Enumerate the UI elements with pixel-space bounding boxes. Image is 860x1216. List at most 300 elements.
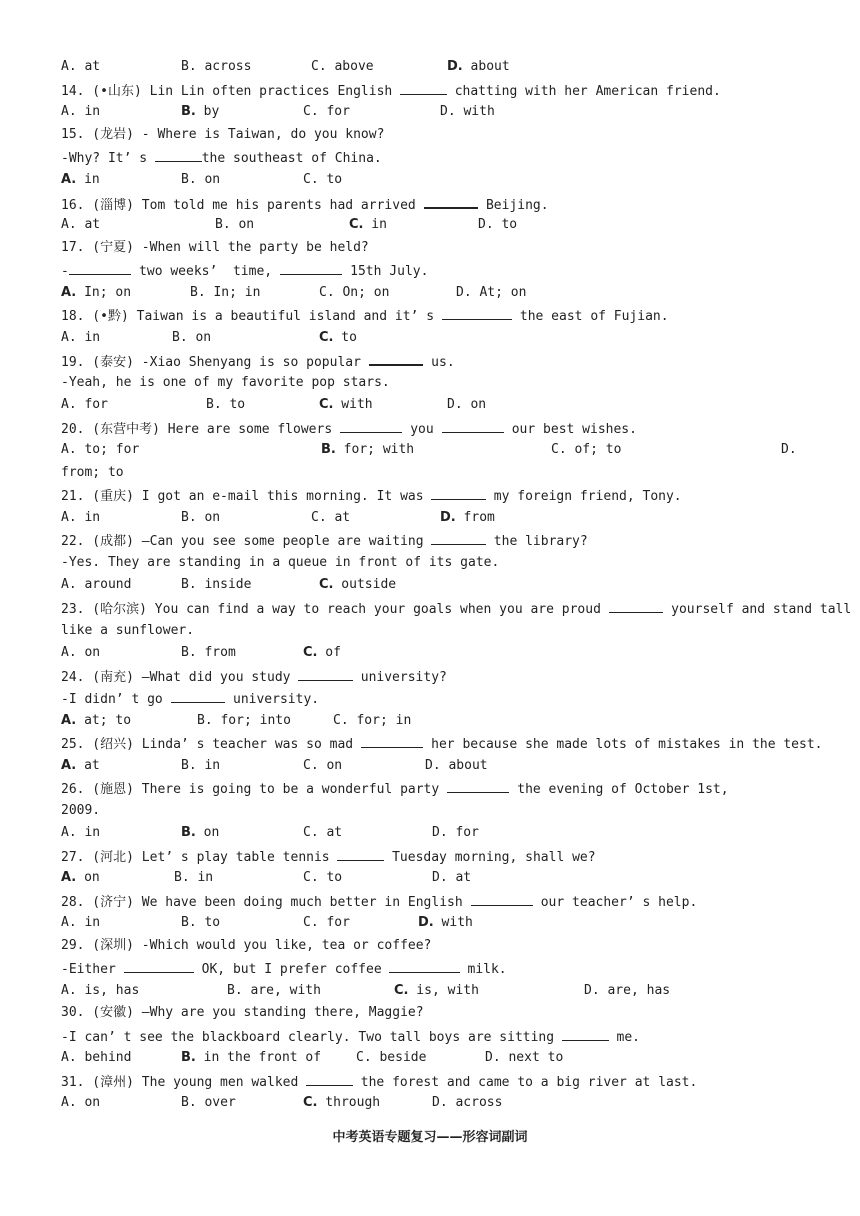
question-text: -Yes. They are standing in a queue in front of its gate. xyxy=(61,555,500,570)
option-letter: C. xyxy=(319,577,334,592)
question-text: 27. (河北) Let’ s play table tennis xyxy=(61,850,338,865)
answer-option xyxy=(61,577,131,593)
question-line xyxy=(61,195,549,214)
answer-blank xyxy=(442,307,512,320)
answer-blank xyxy=(447,780,509,793)
option-text: for xyxy=(318,915,350,930)
question-line xyxy=(61,375,390,391)
option-text: in xyxy=(76,172,100,187)
option-text: of xyxy=(317,645,341,660)
question-text: her because she made lots of mistakes in the test. xyxy=(423,737,823,752)
option-letter: C. xyxy=(319,330,334,345)
answer-option xyxy=(181,59,251,75)
option-text: across xyxy=(447,1095,503,1110)
option-text: from xyxy=(196,645,236,660)
option-letter: D. xyxy=(456,285,472,300)
answer-option xyxy=(303,915,350,931)
answer-blank xyxy=(69,262,131,275)
question-text: two weeks’ time, xyxy=(131,264,280,279)
answer-blank xyxy=(171,690,226,703)
option-text: to xyxy=(318,870,343,885)
answer-option xyxy=(61,1095,100,1111)
answer-option xyxy=(227,983,321,999)
option-text: for; in xyxy=(348,713,412,728)
answer-option xyxy=(61,397,108,413)
option-letter: B. xyxy=(197,713,213,728)
answer-option xyxy=(61,915,100,931)
option-text: is, has xyxy=(76,983,140,998)
answer-option xyxy=(418,915,473,931)
option-letter: B. xyxy=(181,59,197,74)
answer-blank xyxy=(609,600,664,613)
answer-option xyxy=(456,285,526,301)
option-text: for; with xyxy=(335,442,415,457)
answer-option xyxy=(303,758,342,774)
option-letter: A. xyxy=(61,870,77,885)
option-letter: D. xyxy=(781,442,797,457)
answer-option xyxy=(181,1050,321,1066)
answer-option xyxy=(311,59,374,75)
question-text: 30. (安徽) –Why are you standing there, Maggie? xyxy=(61,1005,424,1020)
question-text: yourself and stand tall xyxy=(663,602,852,617)
option-text: around xyxy=(76,577,132,592)
answer-option xyxy=(781,442,797,458)
option-letter: A. xyxy=(61,397,77,412)
answer-option xyxy=(174,870,213,886)
answer-option xyxy=(311,510,350,526)
question-text: like a sunflower. xyxy=(61,623,195,638)
answer-option xyxy=(303,1095,380,1111)
answer-option xyxy=(181,577,251,593)
answer-blank xyxy=(400,82,447,95)
option-letter: A. xyxy=(61,59,77,74)
answer-option xyxy=(61,1050,131,1066)
answer-option xyxy=(61,983,139,999)
option-text: on xyxy=(76,1095,101,1110)
option-letter: B. xyxy=(174,870,190,885)
option-text: with xyxy=(433,915,473,930)
question-line xyxy=(61,938,431,954)
question-line xyxy=(61,487,682,505)
question-text: us. xyxy=(423,355,455,370)
answer-blank xyxy=(155,149,202,162)
option-text: to xyxy=(196,915,221,930)
question-line xyxy=(61,848,596,866)
question-text: Beijing. xyxy=(478,198,549,213)
option-text: in xyxy=(363,217,387,232)
option-text: through xyxy=(317,1095,381,1110)
answer-option xyxy=(440,104,495,120)
option-text: are, has xyxy=(599,983,671,998)
answer-option xyxy=(303,825,342,841)
question-text: - xyxy=(61,264,69,279)
answer-option xyxy=(333,713,411,729)
question-text: OK, but I prefer coffee xyxy=(193,962,390,977)
option-text: on xyxy=(76,645,101,660)
answer-option xyxy=(61,330,100,346)
answer-option xyxy=(215,217,254,233)
answer-option xyxy=(61,217,100,233)
option-letter: C. xyxy=(319,397,334,412)
option-letter: B. xyxy=(215,217,231,232)
answer-blank xyxy=(280,262,342,275)
question-text: -Yeah, he is one of my favorite pop stars. xyxy=(61,375,390,390)
question-line xyxy=(61,623,194,639)
option-letter: A. xyxy=(61,645,77,660)
answer-option xyxy=(303,645,341,661)
answer-option xyxy=(61,510,100,526)
option-letter: B. xyxy=(181,1095,197,1110)
question-text: 14. (•山东) Lin Lin often practices English xyxy=(61,84,401,99)
question-text: 31. (漳州) The young men walked xyxy=(61,1075,307,1090)
answer-option xyxy=(485,1050,563,1066)
question-text: my foreign friend, Tony. xyxy=(485,489,682,504)
answer-option xyxy=(181,172,220,188)
option-letter: D. xyxy=(485,1050,501,1065)
question-text: 20. (东营中考) Here are some flowers xyxy=(61,422,340,437)
option-letter: C. xyxy=(303,104,319,119)
option-letter: A. xyxy=(61,758,77,773)
answer-option xyxy=(61,59,100,75)
answer-option xyxy=(61,285,131,301)
option-letter: C. xyxy=(311,510,327,525)
answer-option xyxy=(61,870,100,886)
option-letter: A. xyxy=(61,510,77,525)
option-text: at xyxy=(447,870,472,885)
option-letter: B. xyxy=(181,1050,196,1065)
option-text: by xyxy=(195,104,220,119)
option-letter: B. xyxy=(181,825,196,840)
answer-option xyxy=(61,442,139,458)
option-letter: C. xyxy=(303,1095,318,1110)
option-letter: C. xyxy=(303,645,318,660)
option-text: on xyxy=(76,870,100,885)
question-line xyxy=(61,690,319,708)
option-letter: C. xyxy=(333,713,349,728)
option-letter: C. xyxy=(394,983,409,998)
question-text: 17. (宁夏) -When will the party be held? xyxy=(61,240,369,255)
option-letter: B. xyxy=(181,758,197,773)
answer-option xyxy=(181,104,219,120)
option-letter: B. xyxy=(190,285,206,300)
option-text: across xyxy=(196,59,252,74)
option-text: is, with xyxy=(408,983,479,998)
option-letter: A. xyxy=(61,442,77,457)
answer-option xyxy=(584,983,670,999)
question-line xyxy=(61,668,447,686)
answer-option xyxy=(303,172,342,188)
option-letter: A. xyxy=(61,713,77,728)
option-letter: B. xyxy=(181,104,196,119)
option-text: in xyxy=(76,510,101,525)
option-letter: D. xyxy=(478,217,494,232)
answer-blank xyxy=(471,893,533,906)
option-letter: B. xyxy=(181,577,197,592)
question-line xyxy=(61,352,455,371)
question-text: 22. (成都) –Can you see some people are waiting xyxy=(61,534,432,549)
option-text: at xyxy=(76,59,101,74)
answer-option xyxy=(181,825,219,841)
option-letter: C. xyxy=(303,870,319,885)
option-text: behind xyxy=(76,1050,132,1065)
option-letter: B. xyxy=(172,330,188,345)
question-text: university. xyxy=(225,692,320,707)
question-text: 29. (深圳) -Which would you like, tea or coffee? xyxy=(61,938,432,953)
option-letter: D. xyxy=(425,758,441,773)
question-text: 28. (济宁) We have been doing much better in English xyxy=(61,895,471,910)
option-text: At; on xyxy=(471,285,527,300)
question-text: the forest and came to a big river at last. xyxy=(352,1075,698,1090)
answer-blank xyxy=(424,195,479,209)
option-text: to; for xyxy=(76,442,140,457)
option-letter: C. xyxy=(319,285,335,300)
option-letter: A. xyxy=(61,915,77,930)
question-text: me. xyxy=(608,1030,641,1045)
option-letter: A. xyxy=(61,577,77,592)
answer-option xyxy=(394,983,479,999)
option-text: at xyxy=(76,758,100,773)
question-text: 26. (施恩) There is going to be a wonderful party xyxy=(61,782,448,797)
answer-option xyxy=(319,330,357,346)
option-text: inside xyxy=(196,577,252,592)
answer-option xyxy=(181,1095,236,1111)
option-text: from xyxy=(455,510,495,525)
option-text: for; into xyxy=(212,713,291,728)
option-letter: A. xyxy=(61,825,77,840)
answer-option xyxy=(61,825,100,841)
question-text: Tuesday morning, shall we? xyxy=(384,850,596,865)
option-text: of; to xyxy=(566,442,622,457)
question-text: 18. (•黔) Taiwan is a beautiful island and it’ s xyxy=(61,309,442,324)
question-text: 2009. xyxy=(61,803,101,818)
question-line xyxy=(61,532,588,550)
answer-option xyxy=(447,59,510,75)
question-line xyxy=(61,803,100,819)
answer-blank xyxy=(562,1028,609,1041)
question-text: our teacher’ s help. xyxy=(532,895,698,910)
answer-option xyxy=(172,330,211,346)
option-text: are, with xyxy=(242,983,321,998)
answer-option xyxy=(61,172,100,188)
answer-option xyxy=(197,713,291,729)
option-text: at; to xyxy=(76,713,132,728)
answer-option xyxy=(190,285,260,301)
question-line xyxy=(61,420,637,438)
question-text: our best wishes. xyxy=(503,422,637,437)
option-text: outside xyxy=(333,577,397,592)
answer-option xyxy=(181,758,220,774)
answer-blank xyxy=(306,1073,353,1086)
question-line xyxy=(61,1005,424,1021)
option-text: above xyxy=(326,59,374,74)
question-line xyxy=(61,555,499,571)
question-text: from; to xyxy=(61,465,124,480)
option-text: In; on xyxy=(76,285,132,300)
option-letter: D. xyxy=(440,510,456,525)
answer-option xyxy=(319,397,373,413)
question-text: 24. (南充) –What did you study xyxy=(61,670,299,685)
option-text: at xyxy=(326,510,351,525)
answer-blank xyxy=(361,735,423,748)
option-text: about xyxy=(462,59,510,74)
option-letter: A. xyxy=(61,330,77,345)
option-letter: A. xyxy=(61,104,77,119)
option-letter: D. xyxy=(440,104,456,119)
answer-blank xyxy=(431,487,486,500)
answer-option xyxy=(303,104,350,120)
option-letter: D. xyxy=(432,1095,448,1110)
answer-blank xyxy=(389,960,459,973)
answer-option xyxy=(432,1095,502,1111)
answer-option xyxy=(321,442,414,458)
option-text: In; in xyxy=(205,285,261,300)
question-line xyxy=(61,240,369,256)
answer-option xyxy=(551,442,621,458)
option-text: on xyxy=(187,330,212,345)
option-text: On; on xyxy=(334,285,390,300)
option-letter: A. xyxy=(61,1095,77,1110)
option-text: for xyxy=(318,104,350,119)
option-text: on xyxy=(318,758,343,773)
question-text: university? xyxy=(352,670,447,685)
option-letter: D. xyxy=(584,983,600,998)
answer-option xyxy=(61,713,131,729)
answer-option xyxy=(319,285,389,301)
answer-option xyxy=(206,397,245,413)
question-line xyxy=(61,735,823,753)
option-letter: B. xyxy=(181,172,197,187)
option-letter: D. xyxy=(432,825,448,840)
answer-option xyxy=(447,397,486,413)
answer-option xyxy=(303,870,342,886)
option-letter: C. xyxy=(303,825,319,840)
question-line xyxy=(61,1073,697,1091)
question-text: -Either xyxy=(61,962,124,977)
question-text: 23. (哈尔滨) You can find a way to reach your goals when you are proud xyxy=(61,602,609,617)
question-line xyxy=(61,149,382,167)
question-text: 15. (龙岩) - Where is Taiwan, do you know? xyxy=(61,127,385,142)
answer-blank xyxy=(340,420,402,433)
option-text: to xyxy=(318,172,343,187)
answer-option xyxy=(425,758,488,774)
option-text: beside xyxy=(371,1050,427,1065)
option-text: in xyxy=(196,758,221,773)
option-letter: D. xyxy=(432,870,448,885)
option-text: at xyxy=(318,825,343,840)
question-line xyxy=(61,127,384,143)
question-line xyxy=(61,262,428,280)
option-letter: C. xyxy=(311,59,327,74)
question-text: you xyxy=(402,422,442,437)
option-text: with xyxy=(333,397,373,412)
answer-blank xyxy=(124,960,194,973)
option-text: in xyxy=(76,915,101,930)
option-letter: A. xyxy=(61,172,77,187)
answer-blank xyxy=(298,668,353,681)
option-letter: B. xyxy=(321,442,336,457)
option-letter: D. xyxy=(447,59,463,74)
question-text: the evening of October 1st, xyxy=(509,782,729,797)
option-text: in xyxy=(189,870,214,885)
question-text: 19. (泰安) -Xiao Shenyang is so popular xyxy=(61,355,369,370)
option-letter: B. xyxy=(227,983,243,998)
answer-option xyxy=(181,645,236,661)
answer-option xyxy=(432,870,471,886)
option-text: in xyxy=(76,825,101,840)
option-text: on xyxy=(230,217,255,232)
option-text: next to xyxy=(500,1050,564,1065)
option-letter: A. xyxy=(61,983,77,998)
option-text: with xyxy=(455,104,495,119)
answer-blank xyxy=(431,532,486,545)
option-letter: B. xyxy=(181,645,197,660)
option-letter: C. xyxy=(356,1050,372,1065)
question-line xyxy=(61,1028,640,1046)
option-text: in xyxy=(76,330,101,345)
answer-blank xyxy=(369,352,424,366)
option-text: on xyxy=(196,172,221,187)
option-text: on xyxy=(195,825,220,840)
option-letter: C. xyxy=(349,217,364,232)
option-letter: A. xyxy=(61,217,77,232)
question-line xyxy=(61,465,124,481)
option-text: for xyxy=(76,397,108,412)
question-text: milk. xyxy=(459,962,507,977)
question-line xyxy=(61,960,507,978)
question-line xyxy=(61,600,851,618)
question-text: 21. (重庆) I got an e-mail this morning. It was xyxy=(61,489,432,504)
question-text: chatting with her American friend. xyxy=(446,84,721,99)
question-text: the southeast of China. xyxy=(201,151,382,166)
question-line xyxy=(61,893,697,911)
question-text: the library? xyxy=(485,534,588,549)
answer-option xyxy=(61,104,100,120)
question-text: -I didn’ t go xyxy=(61,692,171,707)
answer-option xyxy=(61,645,100,661)
option-text: to xyxy=(221,397,246,412)
answer-option xyxy=(181,510,220,526)
question-text: 25. (绍兴) Linda’ s teacher was so mad xyxy=(61,737,361,752)
option-letter: C. xyxy=(303,915,319,930)
option-text: on xyxy=(196,510,221,525)
question-text: 15th July. xyxy=(342,264,429,279)
answer-option xyxy=(356,1050,426,1066)
option-letter: C. xyxy=(303,758,319,773)
answer-option xyxy=(478,217,517,233)
option-text: at xyxy=(76,217,101,232)
question-line xyxy=(61,307,669,325)
question-line xyxy=(61,82,721,100)
answer-option xyxy=(440,510,495,526)
answer-blank xyxy=(442,420,504,433)
option-letter: C. xyxy=(303,172,319,187)
option-letter: A. xyxy=(61,285,77,300)
option-letter: D. xyxy=(418,915,434,930)
answer-blank xyxy=(337,848,384,861)
answer-option xyxy=(349,217,387,233)
option-letter: B. xyxy=(181,510,197,525)
question-text: -Why? It’ s xyxy=(61,151,155,166)
option-letter: A. xyxy=(61,1050,77,1065)
question-text: -I can’ t see the blackboard clearly. Two tall boys are sitting xyxy=(61,1030,562,1045)
section-title: 中考英语专题复习——形容词副词 xyxy=(332,1130,528,1145)
answer-option xyxy=(61,758,100,774)
option-text: to xyxy=(493,217,518,232)
option-text: on xyxy=(462,397,487,412)
option-letter: C. xyxy=(551,442,567,457)
option-text: about xyxy=(440,758,488,773)
answer-option xyxy=(319,577,396,593)
